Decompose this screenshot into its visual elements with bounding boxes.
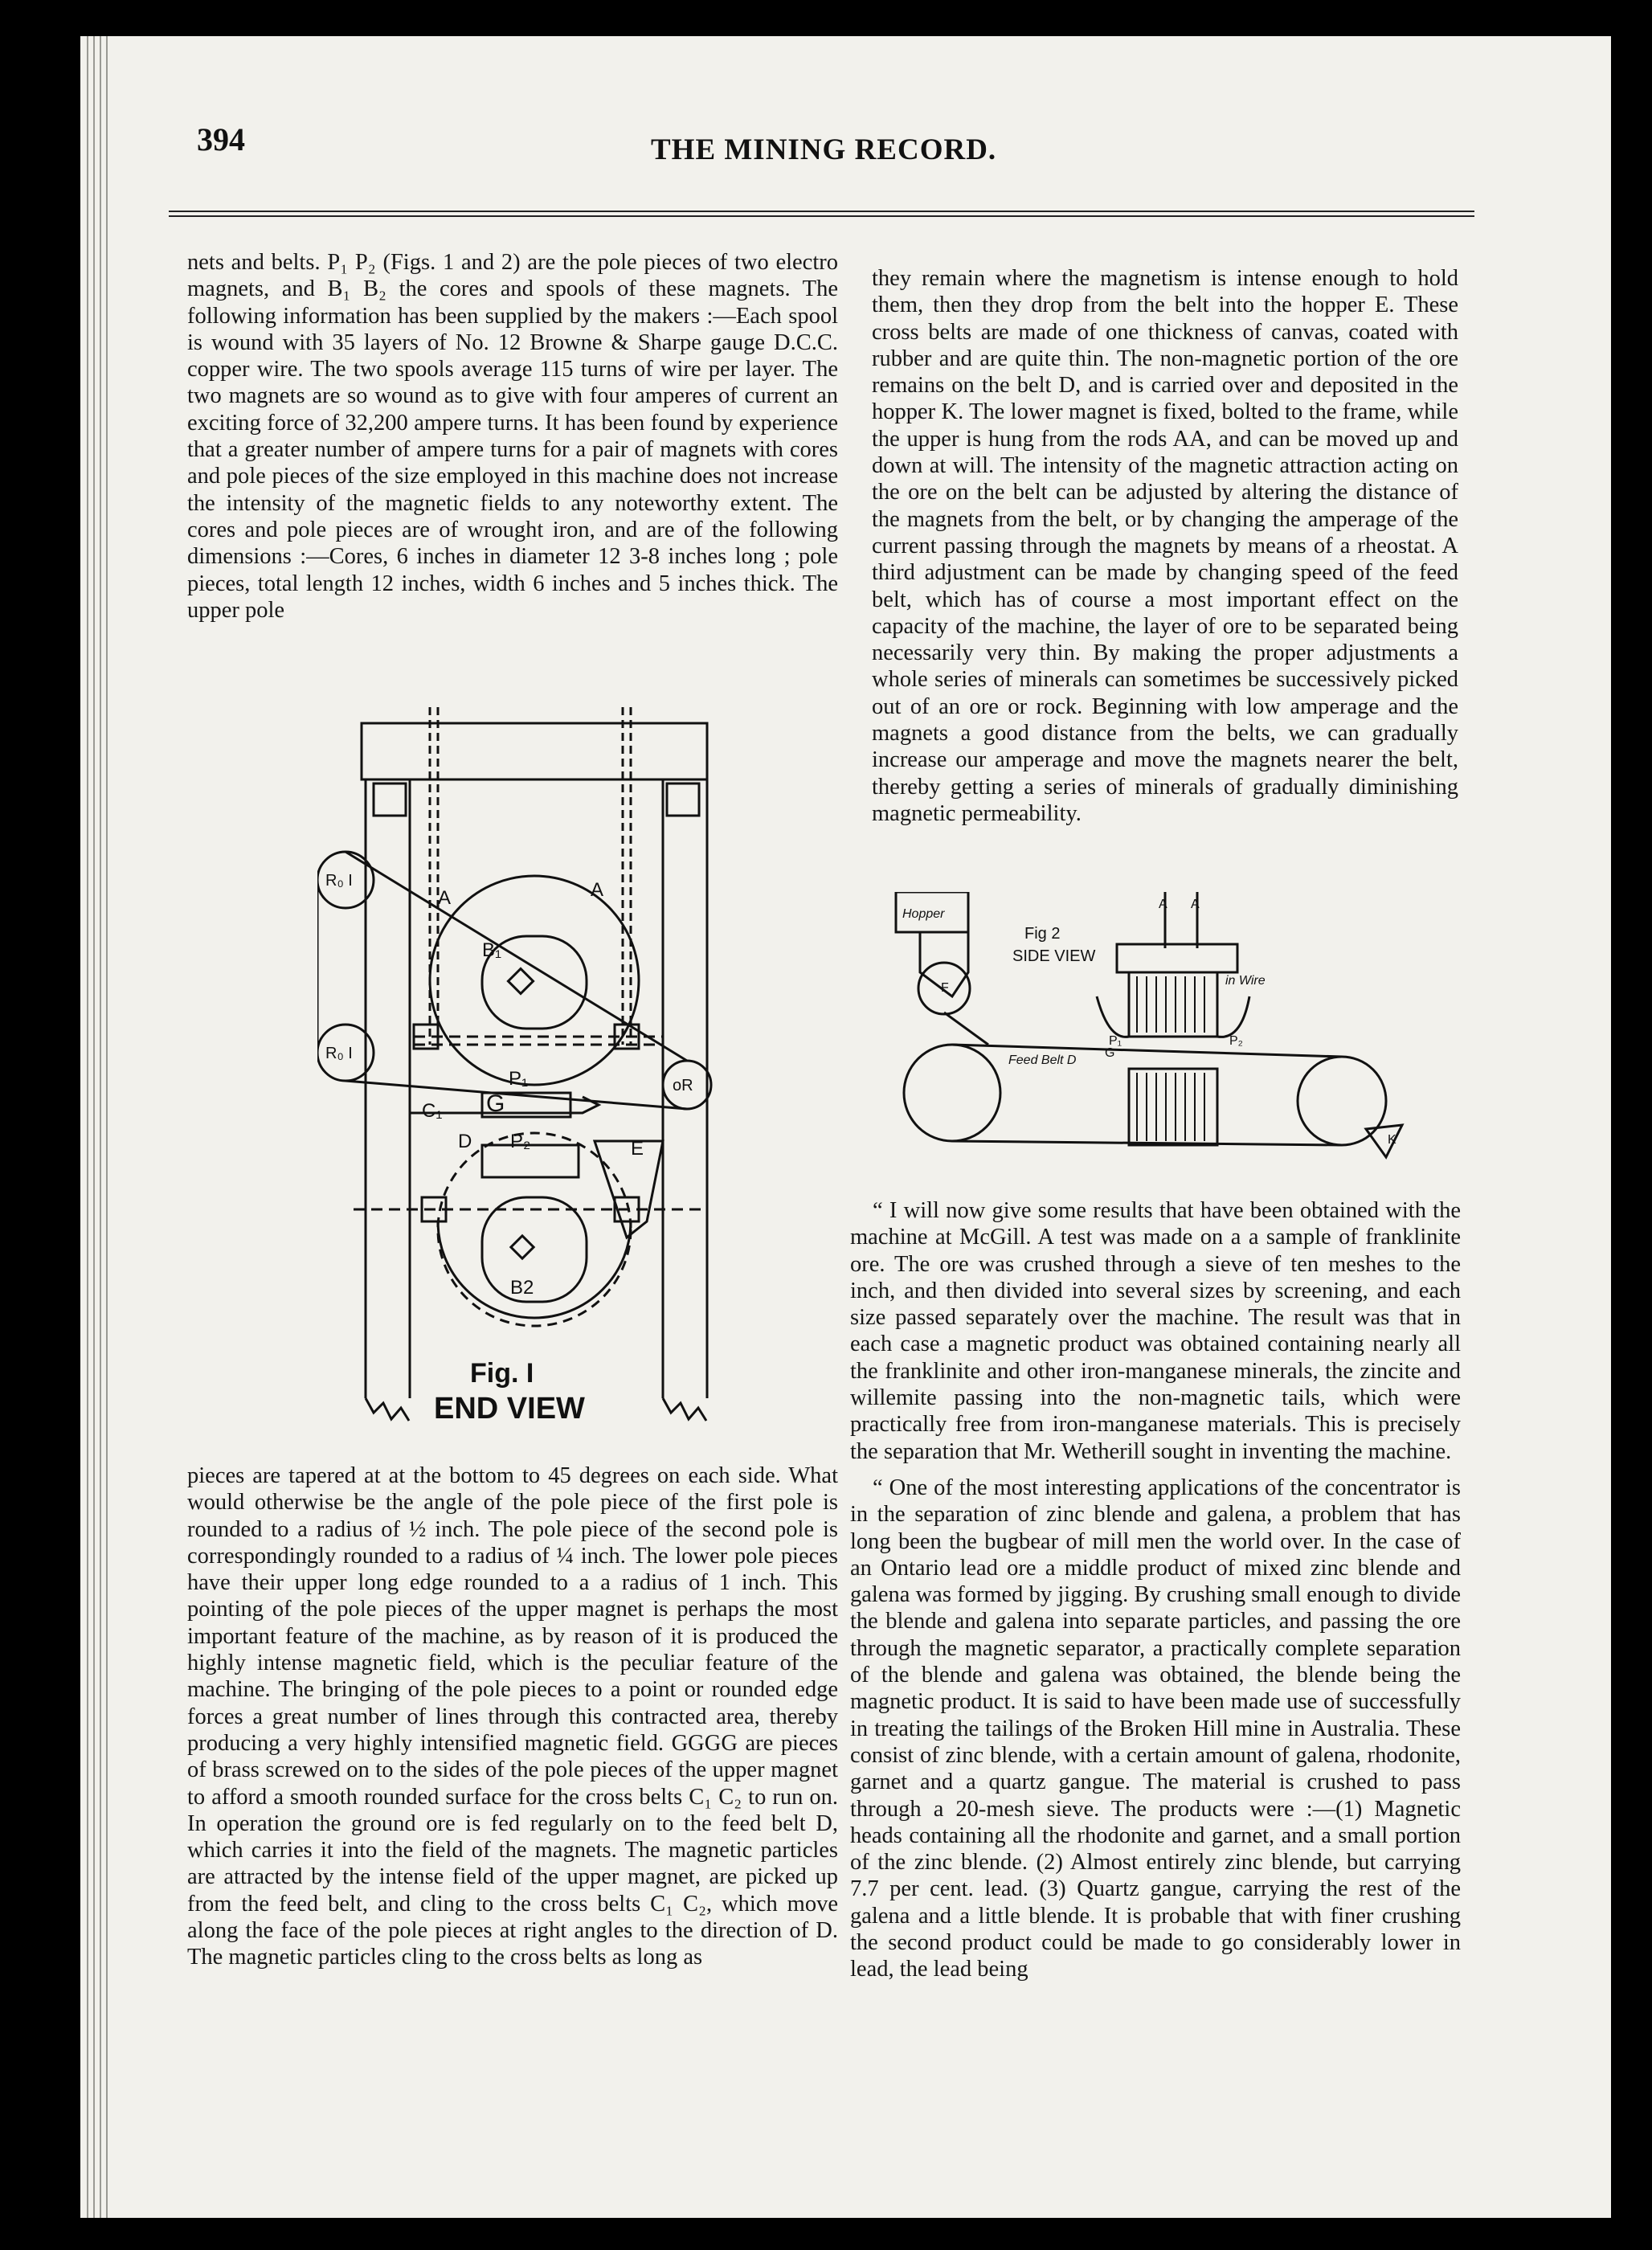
label-g: G xyxy=(486,1090,505,1117)
label-b1: B₁ xyxy=(482,939,502,961)
hopper-e xyxy=(595,1141,663,1238)
page-edge-line xyxy=(100,36,101,2218)
figure-1-caption-line2: END VIEW xyxy=(434,1392,585,1426)
figure-2-side-view xyxy=(888,892,1450,1189)
label-r: oR xyxy=(673,1077,693,1094)
label-c1: C₁ xyxy=(422,1100,443,1122)
paragraph: “ I will now give some results that have been obtained with the machine at McGill. A test was made on a a sample of franklinite ore. The ore was crushed through a sieve of ten meshes to the inch, and then divided into several sizes by screening, and each size passed separately over the machine. The result was that in each case a magnetic product was obtained containing nearly all the franklinite and other iron-manganese minerals, the zincite and willemite passing into the non-magnetic tails, which were practically free from iron-manganese materials. This is precisely the separation that Mr. Wetherill sought in inventing the machine. xyxy=(850,1198,1461,1464)
label-p2: P₂ xyxy=(1229,1034,1243,1048)
label-a: A xyxy=(1191,898,1200,911)
label-wire: in Wire xyxy=(1225,974,1266,988)
chute-line xyxy=(944,1012,988,1045)
paragraph: pieces are tapered at at the bottom to 45 degrees on each side. What would otherwise be the angle of the pole piece of the first pole is rounded to a radius of ½ inch. The pole piece of the second pole is correspondingly rounded to a radius of ¼ inch. The lower pole pieces have their upper long edge rounded to a a radius of 1 inch. This pointing of the pole pieces of the upper magnet is perhaps the most important feature of the machine, as by reason of it is produced the highly intense magnetic field, which is the peculiar feature of the machine. The bringing of the pole pieces to a point or rounded edge forces a great number of lines through this contracted area, thereby producing a very highly intensified magnetic field. GGGG are pieces of brass screwed on to the sides of the pole pieces of the upper magnet to afford a smooth rounded surface for the cross belts C₁ C₂ to run on. In operation the ground ore is fed regularly on to the feed belt D, which carries it into the field of the magnets. The magnetic particles are attracted by the intense field of the upper magnet, are picked up from the feed belt, and cling to the cross belts C₁ C₂, which move along the face of the pole pieces at right angles to the direction of D. The magnetic particles cling to the cross belts as long as xyxy=(187,1463,838,1970)
label-f: F xyxy=(941,981,949,995)
label-g: G xyxy=(1105,1046,1115,1060)
page-edge-line xyxy=(87,36,88,2218)
bolt-block xyxy=(667,783,699,816)
upper-frame xyxy=(1117,944,1237,972)
left-column-top xyxy=(187,249,838,699)
left-column-bottom xyxy=(187,1462,838,2089)
header-rule xyxy=(169,211,1474,212)
lower-magnet-spool xyxy=(438,1221,631,1318)
label-p1: P₁ xyxy=(509,1068,529,1090)
label-p1: P₁ xyxy=(1109,1034,1122,1048)
label-k: K xyxy=(1388,1133,1396,1147)
cross-belt-curve xyxy=(1217,996,1249,1037)
label-b2: B2 xyxy=(510,1277,534,1299)
hopper-k xyxy=(1366,1125,1402,1157)
right-column-top xyxy=(872,265,1458,892)
label-hopper: Hopper xyxy=(902,907,945,921)
figure-1-caption-line1: Fig. I xyxy=(470,1358,534,1389)
core-marker xyxy=(508,968,533,993)
paragraph: “ One of the most interesting applications of the concentrator is in the separation of zinc blende and galena, a problem that has long been the bugbear of mill men the world over. In the case of an Ontario lead ore a middle product of mixed zinc blende and galena was formed by jigging. By crushing small enough to divide the blende and galena into separate particles, and passing the ore through the magnetic separator, a practically complete separation of the blende and galena was obtained, the blende being the magnetic product. It is said to have been made use of successfully in treating the tailings of the Broken Hill mine in Australia. These consist of zinc blende, with a certain amount of galena, rhodonite, garnet and a quartz gangue. The material is crushed to pass through a 20-mesh sieve. The products were :—(1) Magnetic heads containing all the rhodonite and garnet, and a small portion of the zinc blende. (2) Almost entirely zinc blende, but carrying 7.7 per cent. lead. (3) Quartz gangue, carrying the rest of the galena and a little blende. It is probable that with finer crushing the second product could be made to go considerably lower in lead, the lead being xyxy=(850,1475,1461,1982)
belt-drum-left xyxy=(904,1045,1000,1141)
paragraph: they remain where the magnetism is intense enough to hold them, then they drop from the belt into the hopper E. These cross belts are made of one thickness of canvas, coated with rubber and are quite thin. The non-magnetic portion of the ore remains on the belt D, and is carried over and deposited in the hopper K. The lower magnet is fixed, bolted to the frame, while the upper is hung from the rods AA, and can be moved up and down at will. The intensity of the magnetic attraction acting on the ore on the belt can be adjusted by altering the distance of the magnets from the belt, or by changing the amperage of the current passing through the magnets by means of a rheostat. A third adjustment can be made by changing speed of the feed belt, which has of course a most important effect on the capacity of the machine, the layer of ore to be separated being necessarily very thin. By making the proper adjustments a whole series of minerals can sometimes be successively picked out of an ore or rock. Beginning with low amperage and the magnets a good distance from the belts, we can gradually increase our amperage and move the magnets nearer the belt, thereby getting a series of minerals of gradually diminishing magnetic permeability. xyxy=(872,266,1458,826)
label-p2: P₂ xyxy=(510,1131,531,1152)
frame-break xyxy=(663,1398,706,1421)
right-column-bottom xyxy=(850,1197,1461,2089)
label-ro-upper: R₀ I xyxy=(325,872,353,890)
figure-1-drawing xyxy=(317,707,735,1430)
label-e: E xyxy=(631,1138,644,1160)
top-beam xyxy=(362,723,707,779)
page-edge-line xyxy=(93,36,95,2218)
core-marker xyxy=(511,1236,534,1258)
label-d: D xyxy=(458,1131,472,1152)
figure-2-drawing xyxy=(888,892,1450,1189)
paragraph: nets and belts. P₁ P₂ (Figs. 1 and 2) are the pole pieces of two electro magnets, and B₁ B₂ the cores and spools of these magnets. The following information has been supplied by the makers :—Each spool is wound with 35 layers of No. 12 Browne & Sharpe gauge D.C.C. copper wire. The two spools average 115 turns of wire per layer. The two magnets are so wound as to give with four amperes of current an exciting force of 32,200 ampere turns. It has been found by experience that a greater number of ampere turns for a pair of magnets with cores and pole pieces of the size employed in this machine does not increase the intensity of the magnetic fields to any noteworthy extent. The cores and pole pieces are of wrought iron, and are of the following dimensions :—Cores, 6 inches in diameter 12 3-8 inches long ; pole pieces, total length 12 inches, width 6 inches and 5 inches thick. The upper pole xyxy=(187,250,838,623)
label-a-left: A xyxy=(438,887,452,909)
running-title: THE MINING RECORD. xyxy=(651,133,997,166)
bolt-block xyxy=(374,783,406,816)
frame-break xyxy=(366,1398,409,1421)
upper-magnet-spool xyxy=(430,876,639,1085)
label-feed-belt: Feed Belt D xyxy=(1008,1053,1077,1067)
label-a: A xyxy=(1159,898,1167,911)
figure-2-caption-line2: SIDE VIEW xyxy=(1012,947,1096,965)
header-rule xyxy=(169,215,1474,217)
page-edge-line xyxy=(106,36,108,2218)
page-number: 394 xyxy=(197,121,245,158)
figure-2-caption-line1: Fig 2 xyxy=(1024,925,1061,943)
label-a-right: A xyxy=(591,879,604,901)
figure-1-end-view xyxy=(317,707,735,1430)
label-ro-lower: R₀ I xyxy=(325,1045,353,1062)
lower-pole-piece xyxy=(482,1197,587,1302)
cross-belt-curve xyxy=(1097,996,1129,1037)
belt-drum-right xyxy=(1298,1057,1386,1145)
